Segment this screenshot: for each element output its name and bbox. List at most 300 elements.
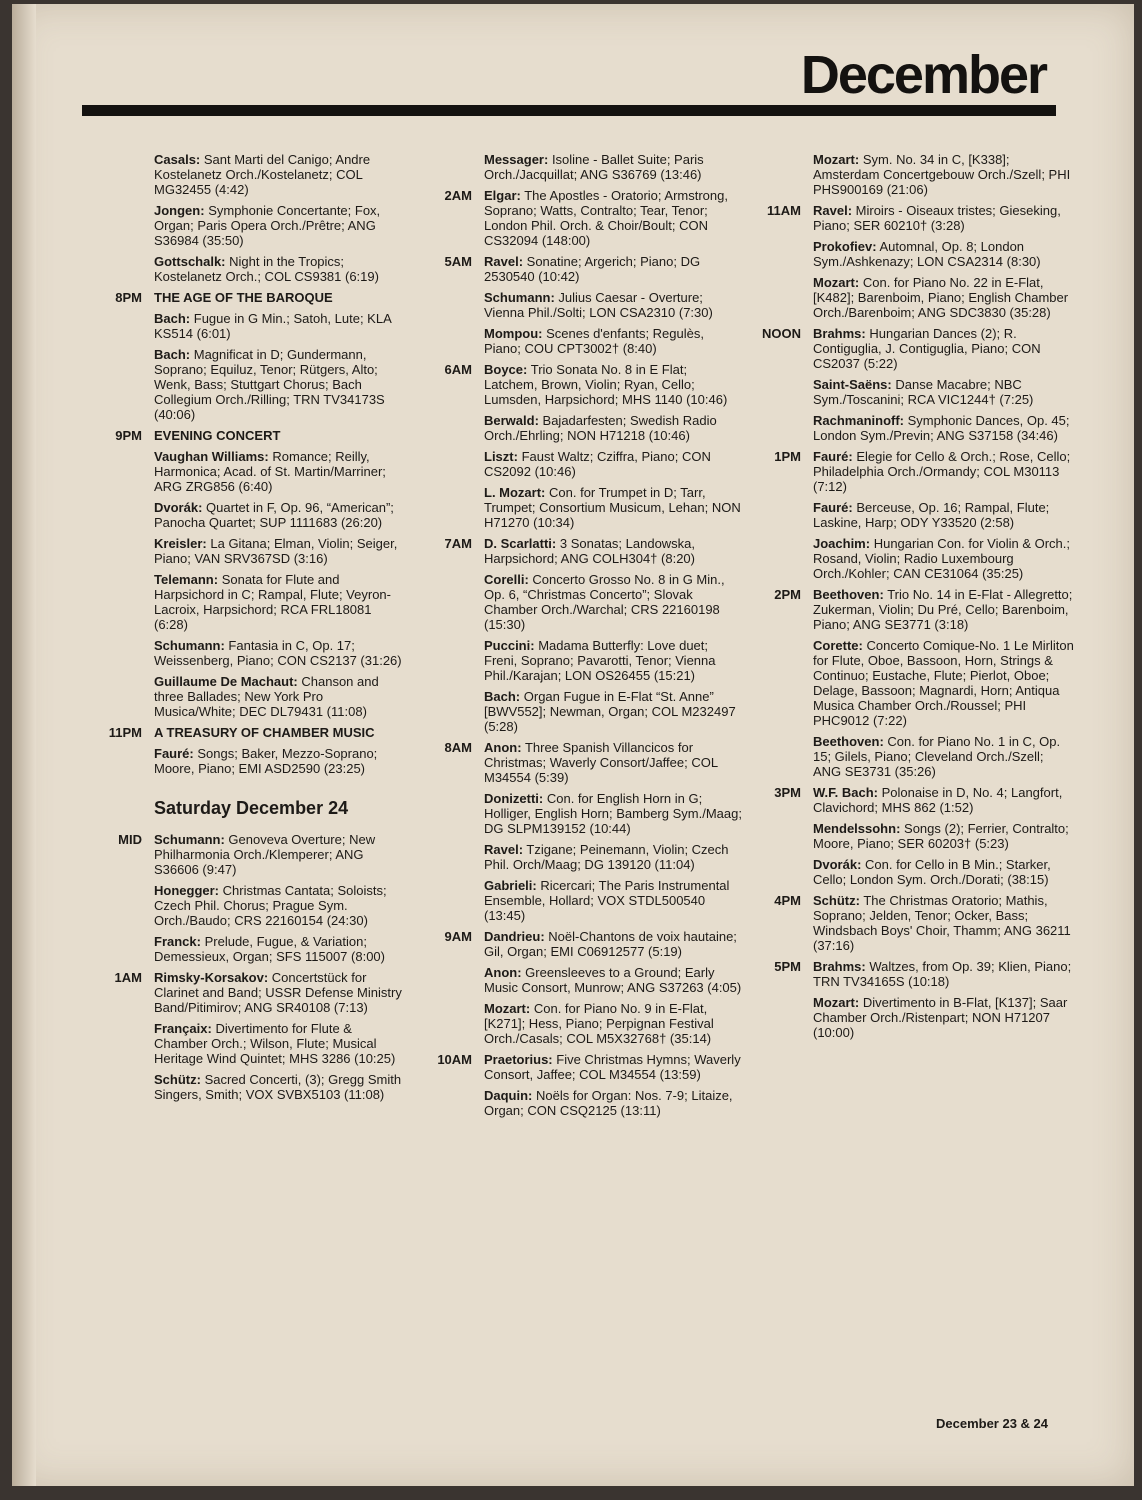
listing-entry — [412, 449, 742, 479]
composer-name: Vaughan Williams: — [154, 449, 269, 464]
time-slot — [82, 638, 154, 668]
composer-name: Brahms: — [813, 959, 866, 974]
column-1 — [82, 152, 402, 1108]
listing-entry — [82, 1072, 402, 1102]
listing-entry — [82, 883, 402, 928]
time-slot — [412, 689, 484, 734]
listing-body — [154, 152, 402, 197]
time-slot — [740, 857, 813, 887]
time-slot — [412, 413, 484, 443]
listing-entry — [412, 152, 742, 182]
listing-body — [484, 485, 742, 530]
time-slot — [82, 883, 154, 928]
listing-entry — [412, 572, 742, 632]
listing-body — [484, 362, 742, 407]
time-slot — [740, 536, 813, 581]
listing-body — [484, 842, 742, 872]
listing-entry — [82, 832, 402, 877]
composer-name: Rimsky-Korsakov: — [154, 970, 269, 985]
listing-entry — [82, 536, 402, 566]
listing-body — [154, 449, 402, 494]
listing-entry — [412, 1088, 742, 1118]
time-slot — [412, 965, 484, 995]
composer-name: Guillaume De Machaut: — [154, 674, 298, 689]
listing-entry — [740, 449, 1074, 494]
listing-entry — [740, 536, 1074, 581]
listing-entry — [82, 311, 402, 341]
listing-entry — [82, 674, 402, 719]
time-slot: 3PM — [774, 785, 801, 800]
listing-entry — [412, 689, 742, 734]
composer-name: Mompou: — [484, 326, 543, 341]
listing-body — [484, 689, 742, 734]
time-slot — [82, 1021, 154, 1066]
composer-name: Gabrieli: — [484, 878, 537, 893]
listing-body — [154, 746, 402, 776]
work-details: Automnal, Op. 8; London Sym./Ashkenazy; LON CSA2314 (8:30) — [813, 239, 1041, 269]
listing-entry — [82, 572, 402, 632]
composer-name: Casals: — [154, 152, 201, 167]
listing-body — [154, 970, 402, 1015]
page-title: December — [800, 45, 1046, 105]
listing-entry — [412, 485, 742, 530]
listing-entry — [82, 746, 402, 776]
composer-name: Honegger: — [154, 883, 219, 898]
listing-entry — [412, 638, 742, 683]
time-slot: 11PM — [108, 725, 142, 740]
listing-entry — [412, 326, 742, 356]
time-slot: 1AM — [114, 970, 142, 985]
listing-body — [484, 638, 742, 683]
time-slot: 9PM — [115, 428, 142, 443]
time-slot — [82, 674, 154, 719]
composer-name: Corelli: — [484, 572, 529, 587]
composer-name: Beethoven: — [813, 734, 884, 749]
program-heading: THE AGE OF THE BAROQUE — [154, 290, 333, 305]
time-slot — [740, 821, 813, 851]
time-slot — [82, 254, 154, 284]
listing-body — [154, 883, 402, 928]
listing-entry — [412, 929, 742, 959]
listing-entry — [740, 638, 1074, 728]
composer-name: W.F. Bach: — [813, 785, 879, 800]
work-details: Hungarian Con. for Violin & Orch.; Rosand, Violin; Radio Luxembourg Orch./Kohler; CAN CE31064 (35:25) — [813, 536, 1071, 581]
listing-body — [484, 536, 742, 566]
work-details: Chanson and three Ballades; New York Pro Musica/White; DEC DL79431 (11:08) — [154, 674, 379, 719]
composer-name: Messager: — [484, 152, 549, 167]
time-slot — [82, 203, 154, 248]
time-slot: 9AM — [444, 929, 472, 944]
time-slot — [82, 500, 154, 530]
listing-entry — [412, 878, 742, 923]
work-details: Quartet in F, Op. 96, “American”; Panocha Quartet; SUP 1111683 (26:20) — [154, 500, 394, 530]
listing-body — [484, 1088, 742, 1118]
time-slot — [412, 791, 484, 836]
listing-body — [813, 734, 1074, 779]
listing-body — [154, 934, 402, 964]
listing-entry — [740, 377, 1074, 407]
composer-name: Anon: — [484, 740, 522, 755]
listing-entry — [82, 970, 402, 1015]
listing-entry — [740, 152, 1074, 197]
listing-entry — [82, 725, 402, 740]
work-details: Romance; Reilly, Harmonica; Acad. of St. Martin/Marriner; ARG ZRG856 (6:40) — [154, 449, 386, 494]
listing-entry — [740, 995, 1074, 1040]
work-details: Sonatine; Argerich; Piano; DG 2530540 (10:42) — [484, 254, 701, 284]
composer-name: Ravel: — [813, 203, 853, 218]
work-details: Five Christmas Hymns; Waverly Consort, Jaffee; COL M34554 (13:59) — [484, 1052, 741, 1082]
listing-body — [484, 929, 742, 959]
work-details: Songs; Baker, Mezzo-Soprano; Moore, Piano; EMI ASD2590 (23:25) — [154, 746, 378, 776]
composer-name: Schütz: — [154, 1072, 201, 1087]
composer-name: Donizetti: — [484, 791, 544, 806]
work-details: Waltzes, from Op. 39; Klien, Piano; TRN TV34165S (10:18) — [813, 959, 1072, 989]
listing-body — [813, 449, 1074, 494]
listing-body — [484, 413, 742, 443]
composer-name: Schütz: — [813, 893, 860, 908]
listing-entry — [82, 254, 402, 284]
work-details: Three Spanish Villancicos for Christmas; Waverly Consort/Jaffee; COL M34554 (5:39) — [484, 740, 718, 785]
composer-name: Ravel: — [484, 842, 524, 857]
listing-entry — [82, 934, 402, 964]
work-details: Con. for Trumpet in D; Tarr, Trumpet; Consortium Musicum, Lehan; NON H71270 (10:34) — [484, 485, 741, 530]
listing-entry — [82, 203, 402, 248]
work-details: Con. for Piano No. 9 in E-Flat, [K271]; Hess, Piano; Perpignan Festival Orch./Casals; COL M5X32768† (35:14) — [484, 1001, 714, 1046]
work-details: Fantasia in C, Op. 17; Weissenberg, Piano; CON CS2137 (31:26) — [154, 638, 402, 668]
work-details: Noëls for Organ: Nos. 7-9; Litaize, Organ; CON CSQ2125 (13:11) — [484, 1088, 733, 1118]
composer-name: Anon: — [484, 965, 522, 980]
listing-entry — [82, 638, 402, 668]
time-slot — [82, 311, 154, 341]
listing-body — [154, 290, 402, 305]
time-slot: 8AM — [444, 740, 472, 755]
work-details: Symphonie Concertante; Fox, Organ; Paris Opera Orch./Prêtre; ANG S36984 (35:50) — [154, 203, 381, 248]
listing-body — [154, 572, 402, 632]
composer-name: Fauré: — [154, 746, 194, 761]
time-slot: 5PM — [774, 959, 801, 974]
program-heading: EVENING CONCERT — [154, 428, 281, 443]
listing-body — [484, 290, 742, 320]
listing-body — [813, 959, 1074, 989]
work-details: Elegie for Cello & Orch.; Rose, Cello; Philadelphia Orch./Ormandy; COL M30113 (7:12) — [813, 449, 1071, 494]
listing-entry — [412, 290, 742, 320]
work-details: The Apostles - Oratorio; Armstrong, Soprano; Watts, Contralto; Tear, Tenor; London Phil. Orch. & Choir/Boult; CON CS32094 (148:00) — [484, 188, 728, 248]
time-slot: 8PM — [115, 290, 142, 305]
work-details: Concertstück for Clarinet and Band; USSR Defense Ministry Band/Pitimirov; ANG SR40108 (7:13) — [154, 970, 402, 1015]
listing-entry — [740, 239, 1074, 269]
composer-name: Schumann: — [484, 290, 555, 305]
listing-entry — [412, 536, 742, 566]
time-slot — [740, 152, 813, 197]
work-details: Christmas Cantata; Soloists; Czech Phil. Chorus; Prague Sym. Orch./Baudo; CRS 22160154 (24:30) — [154, 883, 387, 928]
time-slot — [740, 275, 813, 320]
time-slot — [82, 934, 154, 964]
listing-entry — [412, 1001, 742, 1046]
time-slot: 1PM — [774, 449, 801, 464]
time-slot — [412, 326, 484, 356]
composer-name: Mozart: — [484, 1001, 531, 1016]
work-details: Night in the Tropics; Kostelanetz Orch.; COL CS9381 (6:19) — [154, 254, 379, 284]
composer-name: Prokofiev: — [813, 239, 877, 254]
composer-name: Ravel: — [484, 254, 524, 269]
listing-body — [154, 311, 402, 341]
time-slot — [82, 536, 154, 566]
listing-entry — [82, 500, 402, 530]
composer-name: Daquin: — [484, 1088, 533, 1103]
listing-body — [154, 832, 402, 877]
time-slot: MID — [118, 832, 142, 847]
magazine-page — [12, 4, 1134, 1486]
program-heading: A TREASURY OF CHAMBER MUSIC — [154, 725, 375, 740]
work-details: Con. for English Horn in G; Holliger, English Horn; Bamberg Sym./Maag; DG SLPM139152 (10:44) — [484, 791, 742, 836]
composer-name: Schumann: — [154, 832, 225, 847]
composer-name: Bach: — [154, 311, 191, 326]
time-slot — [82, 449, 154, 494]
listing-body — [484, 878, 742, 923]
composer-name: Telemann: — [154, 572, 219, 587]
composer-name: Dvorák: — [154, 500, 203, 515]
work-details: Divertimento for Flute & Chamber Orch.; Wilson, Flute; Musical Heritage Wind Quintet; MHS 3286 (10:25) — [154, 1021, 396, 1066]
listing-body — [484, 449, 742, 479]
work-details: La Gitana; Elman, Violin; Seiger, Piano; VAN SRV367SD (3:16) — [154, 536, 398, 566]
listing-entry — [412, 740, 742, 785]
time-slot — [82, 347, 154, 422]
work-details: Faust Waltz; Cziffra, Piano; CON CS2092 (10:46) — [484, 449, 711, 479]
work-details: Julius Caesar - Overture; Vienna Phil./Solti; LON CSA2310 (7:30) — [484, 290, 713, 320]
listing-body — [154, 347, 402, 422]
composer-name: Mozart: — [813, 995, 860, 1010]
time-slot: 4PM — [774, 893, 801, 908]
composer-name: Gottschalk: — [154, 254, 226, 269]
listing-entry — [82, 449, 402, 494]
listing-body — [154, 725, 402, 740]
listing-entry — [412, 254, 742, 284]
listing-group — [740, 152, 1074, 1040]
work-details: Polonaise in D, No. 4; Langfort, Clavichord; MHS 862 (1:52) — [813, 785, 1063, 815]
column-3 — [740, 152, 1074, 1046]
time-slot: 2PM — [774, 587, 801, 602]
composer-name: Bach: — [154, 347, 191, 362]
page-spine-shadow — [12, 4, 36, 1486]
time-slot — [740, 638, 813, 728]
listing-entry — [412, 1052, 742, 1082]
listing-entry — [412, 188, 742, 248]
time-slot — [740, 734, 813, 779]
time-slot — [412, 1001, 484, 1046]
work-details: Concerto Comique-No. 1 Le Mirliton for Flute, Oboe, Bassoon, Horn, Strings & Continuo; Eustache, Flute; Pierlot, Oboe; Delage, Bassoon; Magnardi, Horn; Antiqua Musica Chamber Orch./Roussel; PHI PHC9012 (7:22) — [813, 638, 1074, 728]
listing-entry — [740, 326, 1074, 371]
work-details: Hungarian Dances (2); R. Contiguglia, J. Contiguglia, Piano; CON CS2037 (5:22) — [813, 326, 1041, 371]
time-slot — [82, 1072, 154, 1102]
time-slot — [740, 995, 813, 1040]
work-details: Sonata for Flute and Harpsichord in C; Rampal, Flute; Veyron-Lacroix, Harpsichord; RCA FRL18081 (6:28) — [154, 572, 391, 632]
listing-group — [412, 152, 742, 1118]
listing-body — [484, 791, 742, 836]
composer-name: D. Scarlatti: — [484, 536, 557, 551]
composer-name: Schumann: — [154, 638, 225, 653]
work-details: Scenes d'enfants; Regulès, Piano; COU CPT3002† (8:40) — [484, 326, 704, 356]
time-slot: NOON — [762, 326, 801, 341]
listing-body — [813, 275, 1074, 320]
work-details: Sym. No. 34 in C, [K338]; Amsterdam Concertgebouw Orch./Szell; PHI PHS900169 (21:06) — [813, 152, 1071, 197]
work-details: 3 Sonatas; Landowska, Harpsichord; ANG COLH304† (8:20) — [484, 536, 696, 566]
listing-body — [484, 965, 742, 995]
work-details: Sacred Concerti, (3); Gregg Smith Singers, Smith; VOX SVBX5103 (11:08) — [154, 1072, 402, 1102]
work-details: Organ Fugue in E-Flat “St. Anne” [BWV552]; Newman, Organ; COL M232497 (5:28) — [484, 689, 736, 734]
listing-body — [484, 1052, 742, 1082]
work-details: Songs (2); Ferrier, Contralto; Moore, Piano; SER 60203† (5:23) — [813, 821, 1069, 851]
listing-body — [813, 500, 1074, 530]
time-slot — [412, 878, 484, 923]
composer-name: Jongen: — [154, 203, 205, 218]
listing-entry — [82, 152, 402, 197]
listing-body — [813, 239, 1074, 269]
listing-entry — [740, 857, 1074, 887]
composer-name: Françaix: — [154, 1021, 212, 1036]
work-details: Trio Sonata No. 8 in E Flat; Latchem, Brown, Violin; Ryan, Cello; Lumsden, Harpsichord; MHS 1140 (10:46) — [484, 362, 728, 407]
work-details: Bajadarfesten; Swedish Radio Orch./Ehrling; NON H71218 (10:46) — [484, 413, 717, 443]
work-details: Prelude, Fugue, & Variation; Demessieux, Organ; SFS 115007 (8:00) — [154, 934, 385, 964]
listing-entry — [740, 734, 1074, 779]
listing-entry — [82, 290, 402, 305]
listing-body — [484, 572, 742, 632]
work-details: Sant Marti del Canigo; Andre Kostelanetz Orch./Kostelanetz; COL MG32455 (4:42) — [154, 152, 371, 197]
listing-body — [813, 821, 1074, 851]
listing-body — [154, 254, 402, 284]
listing-entry — [412, 791, 742, 836]
composer-name: Boyce: — [484, 362, 528, 377]
listing-group-dec-23 — [82, 152, 402, 776]
time-slot: 7AM — [444, 536, 472, 551]
listing-body — [813, 995, 1074, 1040]
work-details: Miroirs - Oiseaux tristes; Gieseking, Piano; SER 60210† (3:28) — [813, 203, 1061, 233]
composer-name: Beethoven: — [813, 587, 884, 602]
listing-body — [484, 740, 742, 785]
listing-entry — [82, 1021, 402, 1066]
listing-entry — [740, 587, 1074, 632]
listing-entry — [82, 428, 402, 443]
composer-name: Mozart: — [813, 275, 860, 290]
time-slot — [82, 746, 154, 776]
time-slot: 10AM — [437, 1052, 472, 1067]
listing-entry — [740, 500, 1074, 530]
work-details: Tzigane; Peinemann, Violin; Czech Phil. Orch/Maag; DG 139120 (11:04) — [484, 842, 729, 872]
composer-name: Dvorák: — [813, 857, 862, 872]
composer-name: Rachmaninoff: — [813, 413, 904, 428]
listing-body — [813, 587, 1074, 632]
composer-name: Kreisler: — [154, 536, 207, 551]
composer-name: Bach: — [484, 689, 521, 704]
composer-name: Mendelssohn: — [813, 821, 901, 836]
listing-group-dec-24 — [82, 832, 402, 1102]
listing-body — [813, 203, 1074, 233]
work-details: Genoveva Overture; New Philharmonia Orch./Klemperer; ANG S36606 (9:47) — [154, 832, 376, 877]
listing-body — [813, 536, 1074, 581]
listing-body — [813, 857, 1074, 887]
time-slot: 2AM — [444, 188, 472, 203]
listing-body — [154, 638, 402, 668]
listing-body — [813, 152, 1074, 197]
page-footer: December 23 & 24 — [935, 1416, 1048, 1431]
work-details: Con. for Piano No. 1 in C, Op. 15; Gilels, Piano; Cleveland Orch./Szell; ANG SE3731 (35:26) — [813, 734, 1061, 779]
composer-name: Puccini: — [484, 638, 535, 653]
listing-body — [813, 326, 1074, 371]
work-details: Danse Macabre; NBC Sym./Toscanini; RCA VIC1244† (7:25) — [813, 377, 1034, 407]
time-slot — [412, 485, 484, 530]
composer-name: Joachim: — [813, 536, 871, 551]
listing-body — [813, 377, 1074, 407]
work-details: Magnificat in D; Gundermann, Soprano; Equiluz, Tenor; Rütgers, Alto; Wenk, Bass; Stuttgart Chorus; Bach Collegium Orch./Rilling; TRN TV34173S (40:06) — [154, 347, 385, 422]
listing-entry — [740, 959, 1074, 989]
time-slot — [412, 572, 484, 632]
composer-name: Franck: — [154, 934, 201, 949]
work-details: Greensleeves to a Ground; Early Music Consort, Munrow; ANG S37263 (4:05) — [484, 965, 742, 995]
listing-body — [154, 500, 402, 530]
work-details: Symphonic Dances, Op. 45; London Sym./Previn; ANG S37158 (34:46) — [813, 413, 1070, 443]
time-slot — [412, 290, 484, 320]
day-heading: Saturday December 24 — [154, 798, 349, 818]
work-details: Ricercari; The Paris Instrumental Ensemble, Hollard; VOX STDL500540 (13:45) — [484, 878, 730, 923]
work-details: Noël-Chantons de voix hautaine; Gil, Organ; EMI C06912577 (5:19) — [484, 929, 737, 959]
composer-name: Corette: — [813, 638, 863, 653]
column-2 — [412, 152, 742, 1124]
work-details: The Christmas Oratorio; Mathis, Soprano; Jelden, Tenor; Ocker, Bass; Windsbach Boys' Choir, Thamm; ANG 36211 (37:16) — [813, 893, 1071, 953]
composer-name: Mozart: — [813, 152, 860, 167]
time-slot: 5AM — [444, 254, 472, 269]
composer-name: Fauré: — [813, 500, 853, 515]
listing-entry — [740, 821, 1074, 851]
composer-name: Praetorius: — [484, 1052, 553, 1067]
work-details: Fugue in G Min.; Satoh, Lute; KLA KS514 (6:01) — [154, 311, 392, 341]
listing-body — [154, 203, 402, 248]
time-slot — [740, 413, 813, 443]
time-slot — [412, 1088, 484, 1118]
listing-body — [813, 413, 1074, 443]
listing-entry — [740, 413, 1074, 443]
listing-entry — [412, 842, 742, 872]
listing-body — [154, 428, 402, 443]
composer-name: Dandrieu: — [484, 929, 545, 944]
composer-name: L. Mozart: — [484, 485, 546, 500]
listing-entry — [740, 203, 1074, 233]
listing-entry — [82, 347, 402, 422]
listing-entry — [740, 275, 1074, 320]
time-slot: 6AM — [444, 362, 472, 377]
composer-name: Fauré: — [813, 449, 853, 464]
time-slot — [82, 152, 154, 197]
listing-body — [813, 785, 1074, 815]
listing-body — [484, 1001, 742, 1046]
time-slot: 11AM — [767, 203, 801, 218]
listing-entry — [412, 362, 742, 407]
time-slot — [412, 152, 484, 182]
composer-name: Saint-Saëns: — [813, 377, 892, 392]
listing-entry — [412, 413, 742, 443]
listing-body — [484, 254, 742, 284]
listing-body — [484, 326, 742, 356]
listing-body — [154, 1021, 402, 1066]
listing-entry — [412, 965, 742, 995]
time-slot — [740, 500, 813, 530]
work-details: Isoline - Ballet Suite; Paris Orch./Jacquillat; ANG S36769 (13:46) — [484, 152, 704, 182]
work-details: Concerto Grosso No. 8 in G Min., Op. 6, “Christmas Concerto”; Slovak Chamber Orch./Warchal; CRS 22160198 (15:30) — [484, 572, 725, 632]
listing-entry — [740, 785, 1074, 815]
work-details: Berceuse, Op. 16; Rampal, Flute; Laskine, Harp; ODY Y33520 (2:58) — [813, 500, 1050, 530]
time-slot — [740, 377, 813, 407]
time-slot — [412, 638, 484, 683]
work-details: Madama Butterfly: Love duet; Freni, Soprano; Pavarotti, Tenor; Vienna Phil./Karajan; LON OS26455 (15:21) — [484, 638, 716, 683]
work-details: Trio No. 14 in E-Flat - Allegretto; Zukerman, Violin; Du Pré, Cello; Barenboim, Piano; ANG SE3771 (3:18) — [813, 587, 1073, 632]
